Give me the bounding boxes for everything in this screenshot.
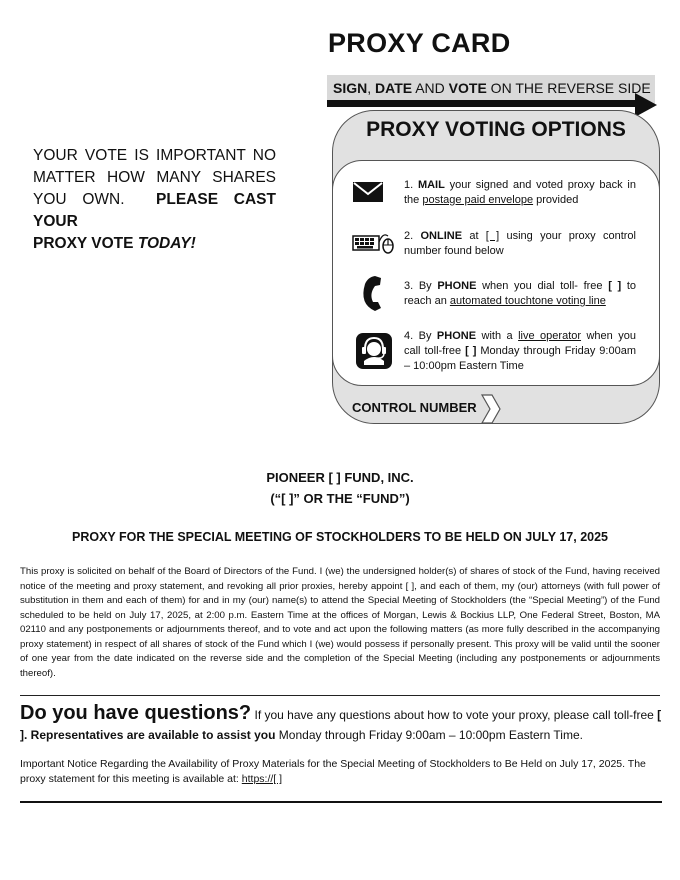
banner-arrow-line [327, 100, 639, 107]
reverse-side-banner-text: SIGN, DATE AND VOTE ON THE REVERSE SIDE [333, 80, 651, 96]
option-online: 2. ONLINE at [ ] using your proxy control number found below [404, 230, 636, 257]
voting-options-title: PROXY VOTING OPTIONS [366, 118, 626, 141]
proxy-card-title: PROXY CARD [328, 28, 511, 58]
telephone-icon [356, 274, 386, 317]
section-divider [20, 695, 660, 696]
availability-notice: Important Notice Regarding the Availability of Proxy Materials for the Special Meeting of Stockholders to Be Held on July 17, 2025. The proxy statement for this meeting is available at: https://[ ] [20, 758, 646, 785]
fund-alias: (“[ ]” OR THE “FUND”) [270, 491, 410, 506]
option-phone-live-operator: 4. By PHONE with a live operator when you call toll-free [ ] Monday through Friday 9:00am – 10:00pm Eastern Time [404, 330, 636, 372]
proxy-statement-link[interactable]: https://[ ] [241, 773, 283, 785]
fund-name: PIONEER [ ] FUND, INC. [266, 470, 414, 485]
proxy-solicitation-paragraph: This proxy is solicited on behalf of the Board of Directors of the Fund. I (we) the undersigned holder(s) of shares of stock of the Fund, having received notice of the meeting and proxy statement, and revoking all prior proxies, hereby appoint [ ], and each of them, my (our) attorneys (with full power of substitution in them and each of them) for and in my (our) name(s) to attend the Special Meeting of Stockholders (the “Special Meeting”) of the Fund scheduled to be held on July 17, 2025, at 2:00 p.m. Eastern Time at the offices of Morgan, Lewis & Bockius LLP, One Federal Street, Boston, MA 02110 and any postponements or adjournments thereof, and to vote and act upon the following matters (as more fully described in the accompanying proxy statement) in respect of all shares of stock of the Fund which I (we) would possess if personally present. This proxy will be valid until the sooner of one year from the date indicated on the reverse side and the completion of the Special Meeting (including any postponements or adjournments thereof). [20, 566, 660, 679]
control-number-label: CONTROL NUMBER [352, 400, 477, 415]
questions-section: Do you have questions? If you have any questions about how to vote your proxy, please call toll-free [ ]. Representatives are available to assist you Monday through Friday 9:00am – 10:00pm Eastern Time. [20, 702, 662, 742]
chevron-right-icon [480, 393, 502, 430]
envelope-icon [352, 180, 384, 209]
vote-important-message: YOUR VOTE IS IMPORTANT NO MATTER HOW MANY SHARES YOU OWN. PLEASE CAST YOUR PROXY VOTE TODAY! [33, 147, 276, 252]
online-voting-link[interactable]: [ ] [485, 230, 500, 242]
proxy-meeting-heading: PROXY FOR THE SPECIAL MEETING OF STOCKHOLDERS TO BE HELD ON JULY 17, 2025 [72, 530, 608, 544]
banner-arrow-head-icon [635, 93, 657, 117]
headset-icon [356, 333, 392, 374]
computer-icon [352, 228, 396, 261]
option-mail: 1. MAIL your signed and voted proxy back in the postage paid envelope provided [404, 179, 636, 206]
bottom-divider [20, 801, 662, 803]
option-phone-automated: 3. By PHONE when you dial toll- free [ ] to reach an automated touchtone voting line [404, 280, 637, 307]
